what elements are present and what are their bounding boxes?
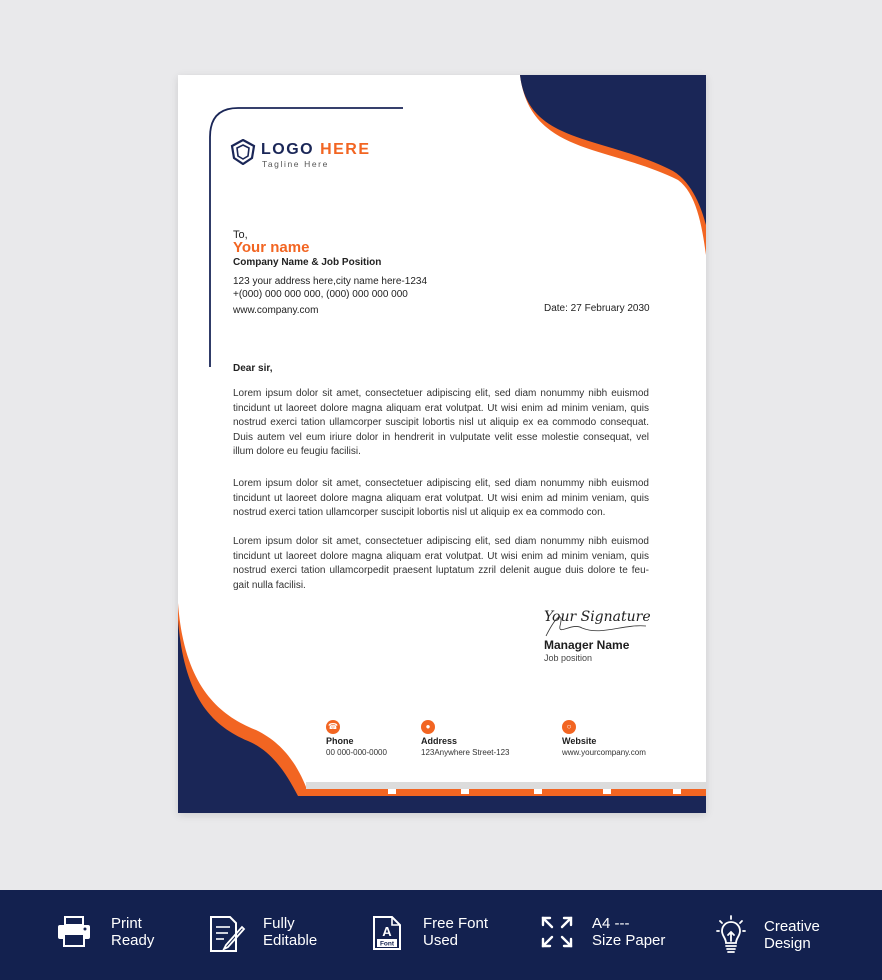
feature-a4-size-text: A4 --- Size Paper	[592, 915, 666, 949]
lightbulb-icon	[716, 915, 746, 955]
letterhead-paper	[178, 75, 706, 813]
letter-date: Date: 27 February 2030	[544, 303, 650, 314]
body-paragraph-3: Lorem ipsum dolor sit amet, consectetuer adipiscing elit, sed diam nonummy nibh euismod tincidunt ut laoreet dolore magna aliquam erat volutpat. Ut wisi enim ad minim veniam, quis nostrud exerci tation ullamcorpedit praesent luptatum zzril delenit augue duis dolore te feu-gait nulla facilisi.	[233, 536, 649, 591]
font-file-letter: A	[382, 924, 392, 939]
contact-website-value: www.yourcompany.com	[562, 748, 646, 757]
body-paragraph-2: Lorem ipsum dolor sit amet, consectetuer adipiscing elit, sed diam nonummy nibh euismod tincidunt ut laoreet dolore magna aliquam erat volutpat. Ut wisi enim ad minim veniam, quis nostrud exerci tation ullamcorper suscipit lobortis nisl ut aliquip ex ea commodo con.	[233, 478, 649, 519]
manager-name: Manager Name	[544, 638, 630, 652]
contact-address-label: Address	[421, 736, 458, 746]
contact-phone	[326, 720, 387, 757]
features-bar	[0, 890, 882, 980]
contact-website	[562, 720, 646, 757]
to-label: To,	[233, 229, 248, 241]
address-line-2: +(000) 000 000 000, (000) 000 000 000	[233, 289, 408, 300]
signature: Your Signature	[544, 609, 651, 625]
feature-creative-design-text: Creative Design	[764, 918, 820, 952]
feature-print-ready-text: Print Ready	[111, 915, 155, 949]
manager-position: Job position	[544, 653, 593, 663]
phone-icon: ☎	[326, 720, 340, 734]
printer-icon	[56, 915, 92, 949]
expand-arrows-icon	[540, 915, 574, 949]
contact-phone-value: 00 000-000-0000	[326, 748, 387, 757]
body-paragraph-1: Lorem ipsum dolor sit amet, consectetuer adipiscing elit, sed diam nonummy nibh euismod tincidunt ut laoreet dolore magna aliquam erat volutpat. Ut wisi enim ad minim veniam, quis nostrud exerci tation ullamcorper suscipit lobortis nisl ut aliquip ex ea commodo consequat. Duis autem vel eum iriure dolor in hendrerit in vulputate velit esse molestie consequat, vel illum dolore eu feugiu facilisi.	[233, 388, 649, 458]
font-file-icon	[372, 915, 402, 951]
company-logo	[230, 139, 370, 169]
edit-document-icon	[208, 915, 248, 953]
recipient-name: Your name	[233, 239, 310, 256]
feature-fully-editable-text: Fully Editable	[263, 915, 318, 949]
company-position: Company Name & Job Position	[233, 257, 382, 268]
address-line-1: 123 your address here,city name here-1234	[233, 276, 428, 287]
recipient-website: www.company.com	[233, 305, 319, 316]
contact-address	[421, 720, 510, 757]
salutation: Dear sir,	[233, 363, 273, 374]
contact-address-value: 123Anywhere Street-123	[421, 748, 510, 757]
feature-free-font-text: Free Font Used	[423, 915, 489, 949]
font-file-label: Font	[379, 940, 395, 948]
globe-icon: ○	[562, 720, 576, 734]
logo-tagline: Tagline Here	[262, 159, 329, 169]
contact-website-label: Website	[562, 736, 597, 746]
location-pin-icon: ●	[421, 720, 435, 734]
shield-logo-icon	[230, 139, 256, 165]
contact-phone-label: Phone	[326, 736, 354, 746]
logo-title: LOGO HERE	[261, 141, 371, 158]
